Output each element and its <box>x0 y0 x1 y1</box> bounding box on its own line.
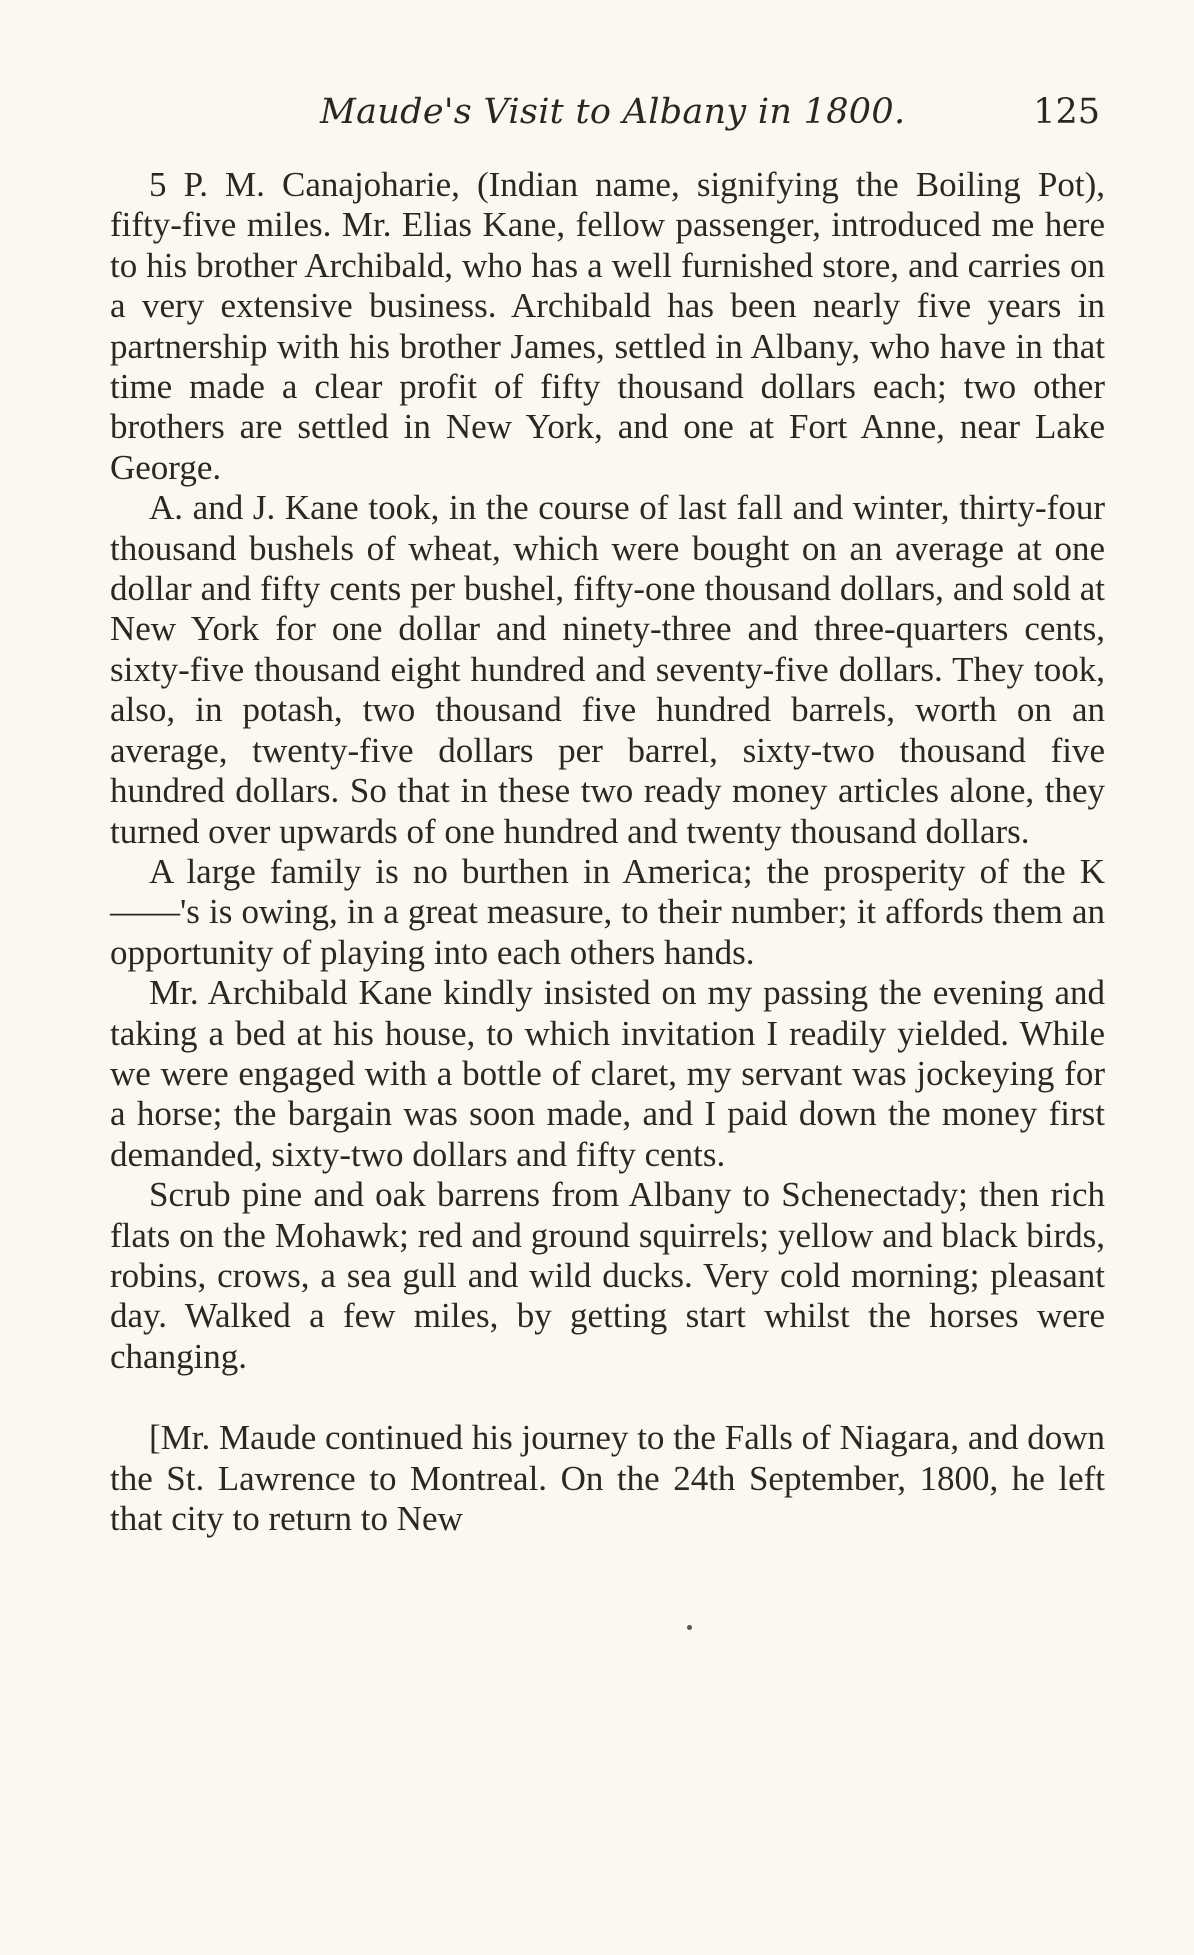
print-speck <box>687 1625 692 1630</box>
body-text <box>110 165 1105 1539</box>
paragraph-large-family: A large family is no burthen in America; the prosperity of the K——'s is owing, in a great measure, to their number; it affords them an opportunity of playing into each others hands. <box>110 851 1105 972</box>
paragraph-kane-trade: A. and J. Kane took, in the course of last fall and winter, thirty-four thousand bushels of wheat, which were bought on an average at one dollar and fifty cents per bushel, fifty-one thousand dollars, and sold at New York for one dollar and ninety-three and three-quarters cents, sixty-five thousand eight hundred and seventy-five dollars. They took, also, in potash, two thousand five hundred barrels, worth on an average, twenty-five dollars per barrel, sixty-two thousand five hundred dollars. So that in these two ready money articles alone, they turned over upwards of one hundred and twenty thousand dollars. <box>110 488 1105 851</box>
running-title: Maude's Visit to Albany in 1800. <box>320 92 906 132</box>
page-number: 125 <box>1033 92 1100 132</box>
paragraph-scrub-pine: Scrub pine and oak barrens from Albany to Schenectady; then rich flats on the Mohawk; red and ground squirrels; yellow and black birds, robins, crows, a sea gull and wild ducks. Very cold morning; pleasant day. Walked a few miles, by getting start whilst the horses were changing. <box>110 1175 1105 1376</box>
paragraph-archibald-kane: Mr. Archibald Kane kindly insisted on my passing the evening and taking a bed at his house, to which invitation I readily yielded. While we were engaged with a bottle of claret, my servant was jockeying for a horse; the bargain was soon made, and I paid down the money first demanded, sixty-two dollars and fifty cents. <box>110 973 1105 1174</box>
paragraph-editorial-note: [Mr. Maude continued his journey to the Falls of Niagara, and down the St. Lawrence to Montreal. On the 24th September, 1800, he left that city to return to New <box>110 1418 1105 1538</box>
paragraph-canajoharie: 5 P. M. Canajoharie, (Indian name, signifying the Boiling Pot), fifty-five miles. Mr. Elias Kane, fellow passenger, introduced me here to his brother Archibald, who has a well furnished store, and carries on a very extensive business. Archibald has been nearly five years in partnership with his brother James, settled in Albany, who have in that time made a clear profit of fifty thousand dollars each; two other brothers are settled in New York, and one at Fort Anne, near Lake George. <box>110 165 1105 487</box>
page-header <box>110 92 1100 144</box>
